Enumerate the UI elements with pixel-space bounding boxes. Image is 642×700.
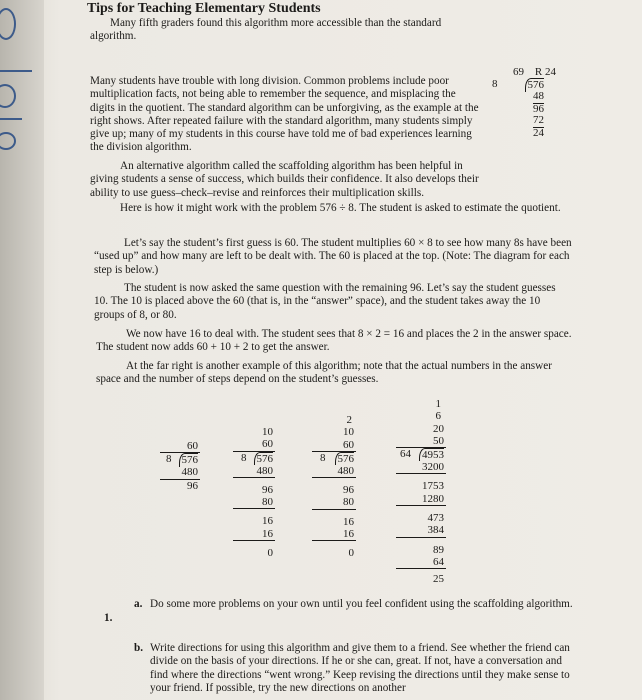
diagram-quotient: 50 <box>396 435 446 448</box>
paragraph-third-step: We now have 16 to deal with. The student sees that 8 × 2 = 16 and places the 2 in the answer space. The student now adds 60 + 10 + 2 to get the answer. <box>96 328 572 354</box>
example-quotient: 69 <box>513 66 524 78</box>
diagram-row: 96 <box>343 484 354 497</box>
diagram-quotient: 60 <box>312 439 356 452</box>
example-step: 24 <box>533 126 544 139</box>
diagram-quotient: 20 <box>433 422 444 435</box>
diagram-row: 480 <box>160 466 200 479</box>
diagram-step-2 <box>233 426 275 559</box>
question-a-text: Do some more problems on your own until you feel confident using the scaffolding algorithm. <box>150 598 573 610</box>
paragraph-first-guess: Let’s say the student’s first guess is 60. The student multiplies 60 × 8 to see how many 8s have been “used up” and how many are left to be dealt with. The 60 is placed at the top. (Note: The diagram for each step is below.) <box>94 237 572 276</box>
paragraph-another-example: At the far right is another example of this algorithm; note that the actual numbers in the answer space and the number of steps depend on the student’s guesses. <box>96 360 552 386</box>
diagram-dividend: 576 <box>179 453 199 466</box>
example-step: 96 <box>533 102 544 115</box>
example-step: 72 <box>533 114 544 126</box>
diagram-quotient: 1 <box>435 398 441 410</box>
diagram-divisor: 8 <box>241 451 247 464</box>
diagram-row: 473 <box>427 512 444 525</box>
paragraph-second-guess: The student is now asked the same question with the remaining 96. Let’s say the student guesses 10. The 10 is placed above the 60 (that is, in the “answer” space), and the student takes away the 10 groups of 8, or 80. <box>94 282 556 321</box>
example-remainder: R 24 <box>534 66 556 78</box>
diagram-row: 0 <box>267 547 273 560</box>
diagram-row: 96 <box>262 483 273 496</box>
diagram-row: 16 <box>262 515 273 528</box>
diagram-row: 80 <box>233 496 275 509</box>
diagram-divisor: 8 <box>166 453 172 466</box>
diagram-step-3 <box>312 414 356 560</box>
paragraph-scaffolding-intro: An alternative algorithm called the scaffolding algorithm has been helpful in giving students a sense of success, which builds their confidence. It also develops their ability to use guess–check–revise and reinforces their multiplication skills. <box>90 160 479 199</box>
diagram-quotient: 60 <box>160 440 200 453</box>
standard-algorithm-example <box>488 66 560 151</box>
diagram-row: 3200 <box>396 461 446 474</box>
diagram-step-1 <box>160 440 200 492</box>
diagram-dividend: 576 <box>254 452 274 465</box>
intro-paragraph: Many fifth graders found this algorithm more accessible than the standard algorithm. <box>90 17 442 43</box>
diagram-row: 80 <box>312 496 356 509</box>
diagram-quotient: 60 <box>233 438 275 451</box>
paragraph-problem: Here is how it might work with the problem 576 ÷ 8. The student is asked to estimate the quotient. <box>120 202 561 214</box>
diagram-row: 16 <box>233 528 275 541</box>
diagram-divisor: 64 <box>400 448 411 461</box>
page-title: Tips for Teaching Elementary Students <box>87 1 321 16</box>
diagram-quotient: 10 <box>262 426 273 438</box>
example-step: 48 <box>533 90 544 102</box>
question-number: 1. <box>104 612 113 624</box>
diagram-row: 89 <box>433 543 444 556</box>
diagram-row: 384 <box>396 524 446 537</box>
question-b-label: b. <box>134 642 144 654</box>
diagram-row: 1280 <box>396 493 446 506</box>
diagram-row: 16 <box>343 515 354 528</box>
diagram-row: 0 <box>348 547 354 560</box>
diagram-quotient: 10 <box>343 426 354 439</box>
diagram-step-4 <box>396 398 446 586</box>
diagram-row: 480 <box>233 465 275 478</box>
diagram-row: 480 <box>312 465 356 478</box>
example-divisor: 8 <box>492 78 498 90</box>
diagram-dividend: 576 <box>335 452 355 465</box>
diagram-quotient: 2 <box>346 414 352 426</box>
example-dividend: 576 <box>525 78 545 92</box>
diagram-row: 16 <box>312 528 356 541</box>
diagram-row: 96 <box>187 479 198 492</box>
diagram-row: 25 <box>433 573 444 586</box>
diagram-row: 1753 <box>422 480 444 493</box>
diagram-dividend: 4953 <box>419 448 444 461</box>
paragraph-long-division-problems: Many students have trouble with long division. Common problems include poor multiplication facts, not being able to remember the sequence, and misplacing the digits in the quotient. The standard algorithm can be unforgiving, as the example at the right shows. After repeated failure with the standard algorithm, many students simply give up; many of my students in this course have told me of bad experiences learning the division algorithm. <box>90 75 479 154</box>
diagram-row: 64 <box>396 556 446 569</box>
diagram-divisor: 8 <box>320 451 326 464</box>
question-b-text: Write directions for using this algorithm and give them to a friend. See whether the friend can divide on the basis of your directions. If he or she can, great. If not, have a conversation and find where the directions “went wrong.” Keep revising the directions until they make sense to your friend. If possible, try the new directions on another <box>150 642 570 694</box>
question-a-label: a. <box>134 598 143 610</box>
diagram-quotient: 6 <box>435 410 441 423</box>
